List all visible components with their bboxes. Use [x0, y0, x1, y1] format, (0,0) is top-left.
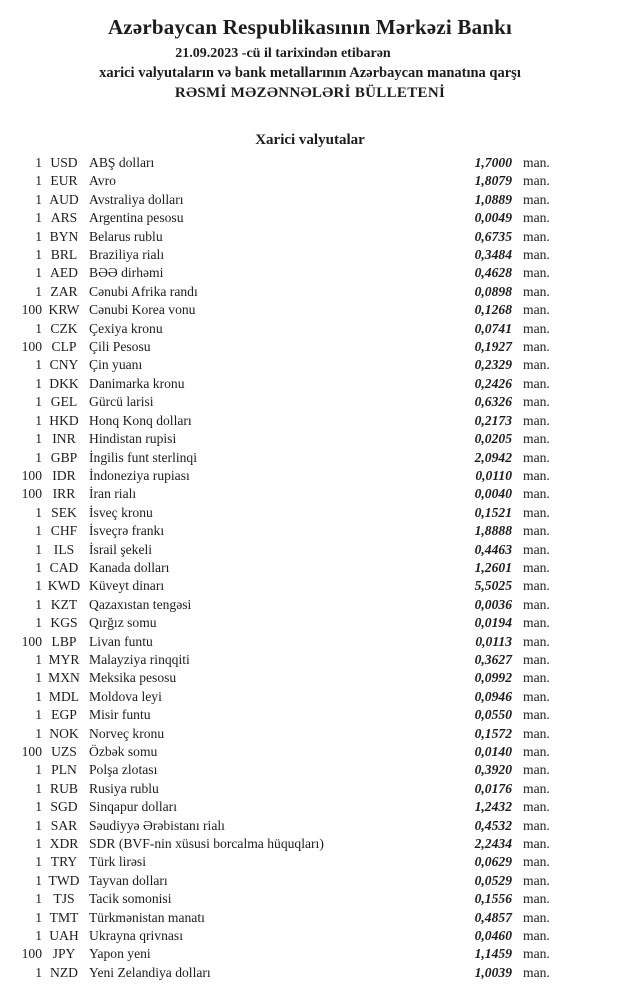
rate-value: 0,0205	[474, 431, 512, 447]
unit-label: man.	[523, 412, 550, 428]
table-row	[0, 522, 620, 540]
table-row	[0, 853, 620, 871]
currency-code: RUB	[50, 780, 78, 796]
currency-code: XDR	[49, 836, 79, 852]
quantity-value: 1	[35, 431, 42, 447]
currency-name: Çili Pesosu	[89, 339, 151, 355]
table-row	[0, 338, 620, 356]
table-row	[0, 375, 620, 393]
quantity-value: 1	[35, 854, 42, 870]
unit-label: man.	[523, 670, 550, 686]
currency-code: SEK	[51, 504, 77, 520]
currency-name: Türkmənistan manatı	[89, 909, 205, 925]
currency-code: CAD	[49, 559, 79, 575]
quantity-value: 1	[35, 173, 42, 189]
unit-label: man.	[523, 799, 550, 815]
currency-name: Tacik somonisi	[89, 891, 172, 907]
unit-label: man.	[523, 265, 550, 281]
quantity-value: 100	[21, 339, 42, 355]
currency-name: Avro	[89, 173, 116, 189]
table-row	[0, 725, 620, 743]
rate-value: 1,2432	[474, 799, 512, 815]
currency-code: IDR	[52, 467, 76, 483]
currency-code: TRY	[50, 854, 78, 870]
currency-name: Çexiya kronu	[89, 320, 163, 336]
currency-code: TMT	[49, 909, 79, 925]
currency-code: AED	[50, 265, 78, 281]
table-row	[0, 798, 620, 816]
rate-value: 0,0110	[475, 467, 512, 483]
table-row	[0, 356, 620, 374]
rate-value: 0,0992	[474, 670, 512, 686]
table-row	[0, 393, 620, 411]
quantity-value: 1	[35, 964, 42, 980]
currency-code: ZAR	[50, 283, 78, 299]
currency-code: DKK	[49, 375, 79, 391]
unit-label: man.	[523, 375, 550, 391]
currency-name: Yapon yeni	[89, 946, 151, 962]
unit-label: man.	[523, 523, 550, 539]
unit-label: man.	[523, 615, 550, 631]
currency-code: USD	[50, 155, 78, 170]
currency-name: İndoneziya rupiası	[89, 467, 190, 483]
currency-code: CLP	[51, 339, 77, 355]
rate-value: 1,8079	[474, 173, 512, 189]
table-row	[0, 890, 620, 908]
table-row	[0, 191, 620, 209]
currency-name: Hindistan rupisi	[89, 431, 177, 447]
rate-value: 0,0036	[474, 596, 512, 612]
table-row	[0, 909, 620, 927]
currency-name: Meksika pesosu	[89, 670, 177, 686]
table-row	[0, 430, 620, 448]
unit-label: man.	[523, 173, 550, 189]
currency-name: Gürcü larisi	[89, 394, 154, 410]
quantity-value: 1	[35, 394, 42, 410]
currency-name: Türk lirəsi	[89, 854, 147, 870]
currency-code: ARS	[50, 210, 78, 226]
rate-value: 0,4628	[474, 265, 512, 281]
table-row	[0, 761, 620, 779]
unit-label: man.	[523, 946, 550, 962]
unit-label: man.	[523, 633, 550, 649]
exchange-rates-table	[0, 154, 620, 982]
rate-value: 1,1459	[474, 946, 512, 962]
rate-value: 0,0194	[474, 615, 512, 631]
unit-label: man.	[523, 302, 550, 318]
quantity-value: 1	[35, 762, 42, 778]
currency-code: AUD	[49, 191, 79, 207]
table-row	[0, 927, 620, 945]
rate-value: 0,0946	[474, 688, 512, 704]
section-title-foreign-currencies: Xarici valyutalar	[255, 132, 365, 148]
unit-label: man.	[523, 486, 550, 502]
rate-value: 0,1572	[474, 725, 512, 741]
currency-name: Küveyt dinarı	[89, 578, 165, 594]
currency-name: Honq Konq dolları	[89, 412, 192, 428]
currency-code: CZK	[50, 320, 78, 336]
table-row	[0, 835, 620, 853]
currency-code: ILS	[53, 541, 75, 557]
rate-value: 0,3627	[474, 651, 512, 667]
quantity-value: 1	[35, 228, 42, 244]
rate-value: 0,6735	[474, 228, 512, 244]
rate-value: 0,0140	[474, 744, 512, 759]
currency-code: KZT	[50, 596, 78, 612]
unit-label: man.	[523, 780, 550, 796]
quantity-value: 1	[35, 817, 42, 833]
rate-value: 0,0741	[474, 320, 512, 336]
rate-value: 0,0629	[474, 854, 512, 870]
unit-label: man.	[523, 559, 550, 575]
unit-label: man.	[523, 596, 550, 612]
currency-code: TWD	[48, 872, 80, 888]
table-row	[0, 614, 620, 632]
unit-label: man.	[523, 744, 550, 759]
currency-name: Moldova leyi	[89, 688, 162, 704]
currency-code: SGD	[50, 799, 78, 815]
currency-name: Avstraliya dolları	[89, 191, 184, 207]
currency-code: NOK	[49, 725, 79, 741]
currency-name: Sinqapur dolları	[89, 799, 177, 815]
rate-value: 1,7000	[474, 155, 512, 170]
quantity-value: 1	[35, 504, 42, 520]
quantity-value: 1	[35, 928, 42, 944]
rate-value: 0,4532	[474, 817, 512, 833]
rate-value: 0,6326	[474, 394, 512, 410]
quantity-value: 1	[35, 210, 42, 226]
table-row	[0, 780, 620, 798]
currency-code: MDL	[48, 688, 80, 704]
rate-value: 0,0460	[474, 928, 512, 944]
quantity-value: 1	[35, 725, 42, 741]
unit-label: man.	[523, 964, 550, 980]
currency-name: Rusiya rublu	[89, 780, 159, 796]
currency-name: Kanada dolları	[89, 559, 170, 575]
table-row	[0, 449, 620, 467]
currency-name: Braziliya rialı	[89, 247, 165, 263]
quantity-value: 1	[35, 320, 42, 336]
unit-label: man.	[523, 909, 550, 925]
currency-code: SAR	[50, 817, 78, 833]
table-row	[0, 485, 620, 503]
rate-value: 0,1927	[474, 339, 512, 355]
table-row	[0, 964, 620, 982]
currency-name: Cənubi Korea vonu	[89, 302, 196, 318]
unit-label: man.	[523, 467, 550, 483]
quantity-value: 1	[35, 836, 42, 852]
currency-code: MXN	[48, 670, 80, 686]
quantity-value: 1	[35, 909, 42, 925]
quantity-value: 1	[35, 707, 42, 723]
unit-label: man.	[523, 283, 550, 299]
rate-value: 0,3920	[474, 762, 512, 778]
quantity-value: 1	[35, 283, 42, 299]
quantity-value: 1	[35, 615, 42, 631]
quantity-value: 1	[35, 670, 42, 686]
rate-value: 0,0529	[474, 872, 512, 888]
quantity-value: 1	[35, 891, 42, 907]
rate-value: 0,2329	[474, 357, 512, 373]
table-row	[0, 246, 620, 264]
table-row	[0, 154, 620, 172]
currency-name: Tayvan dolları	[89, 872, 168, 888]
currency-code: LBP	[51, 633, 77, 649]
table-row	[0, 669, 620, 687]
currency-code: CNY	[49, 357, 79, 373]
unit-label: man.	[523, 210, 550, 226]
quantity-value: 1	[35, 191, 42, 207]
table-row	[0, 504, 620, 522]
table-row	[0, 412, 620, 430]
currency-name: Səudiyyə Ərəbistanı rialı	[89, 817, 225, 833]
quantity-value: 1	[35, 559, 42, 575]
currency-name: Cənubi Afrika randı	[89, 283, 198, 299]
currency-code: MYR	[48, 651, 80, 667]
rate-value: 0,1268	[474, 302, 512, 318]
quantity-value: 1	[35, 155, 42, 170]
currency-name: İsveçrə frankı	[89, 523, 165, 539]
quantity-value: 1	[35, 541, 42, 557]
currency-name: Argentina pesosu	[89, 210, 184, 226]
rate-value: 0,4857	[474, 909, 512, 925]
currency-code: INR	[52, 431, 76, 447]
currency-code: GEL	[50, 394, 78, 410]
currency-code: NZD	[50, 964, 78, 980]
unit-label: man.	[523, 394, 550, 410]
table-row	[0, 301, 620, 319]
quantity-value: 1	[35, 247, 42, 263]
unit-label: man.	[523, 762, 550, 778]
table-row	[0, 596, 620, 614]
rate-value: 0,0898	[474, 283, 512, 299]
unit-label: man.	[523, 854, 550, 870]
table-row	[0, 633, 620, 651]
currency-name: Belarus rublu	[89, 228, 163, 244]
quantity-value: 1	[35, 799, 42, 815]
table-row	[0, 541, 620, 559]
currency-code: HKD	[49, 412, 79, 428]
quantity-value: 1	[35, 412, 42, 428]
currency-code: KRW	[48, 302, 80, 318]
unit-label: man.	[523, 872, 550, 888]
currency-code: KWD	[47, 578, 81, 594]
rate-value: 1,0889	[474, 191, 512, 207]
table-row	[0, 172, 620, 190]
rate-value: 1,0039	[474, 964, 512, 980]
currency-code: KGS	[50, 615, 78, 631]
table-row	[0, 706, 620, 724]
quantity-value: 1	[35, 780, 42, 796]
quantity-value: 1	[35, 872, 42, 888]
rate-value: 0,3484	[474, 247, 512, 263]
unit-label: man.	[523, 431, 550, 447]
rate-value: 2,2434	[474, 836, 512, 852]
currency-name: Yeni Zelandiya dolları	[89, 964, 211, 980]
currency-name: İngilis funt sterlinqi	[89, 449, 197, 465]
quantity-value: 1	[35, 375, 42, 391]
subtitle-line: xarici valyutaların və bank metallarının Azərbaycan manatına qarşı	[99, 65, 521, 81]
currency-name: SDR (BVF-nin xüsusi borcalma hüquqları)	[89, 836, 324, 852]
currency-name: Çin yuanı	[89, 357, 143, 373]
table-row	[0, 467, 620, 485]
quantity-value: 1	[35, 688, 42, 704]
currency-code: BYN	[49, 228, 79, 244]
rate-value: 0,0550	[474, 707, 512, 723]
currency-name: Norveç kronu	[89, 725, 165, 741]
rate-value: 5,5025	[474, 578, 512, 594]
table-row	[0, 209, 620, 227]
currency-code: TJS	[53, 891, 75, 907]
currency-code: IRR	[52, 486, 76, 502]
rate-value: 0,4463	[474, 541, 512, 557]
table-row	[0, 559, 620, 577]
rate-value: 0,2426	[474, 375, 512, 391]
table-row	[0, 651, 620, 669]
unit-label: man.	[523, 228, 550, 244]
unit-label: man.	[523, 191, 550, 207]
rate-value: 1,2601	[474, 559, 512, 575]
currency-name: ABŞ dolları	[89, 155, 155, 170]
quantity-value: 100	[21, 467, 42, 483]
rate-value: 0,1556	[474, 891, 512, 907]
unit-label: man.	[523, 651, 550, 667]
currency-code: UZS	[51, 744, 77, 759]
currency-name: Qazaxıstan tengəsi	[89, 596, 192, 612]
rate-value: 0,0113	[475, 633, 512, 649]
unit-label: man.	[523, 817, 550, 833]
table-row	[0, 872, 620, 890]
currency-code: EUR	[50, 173, 78, 189]
currency-code: JPY	[52, 946, 76, 962]
currency-name: Ukrayna qrivnası	[89, 928, 183, 944]
unit-label: man.	[523, 155, 550, 170]
rate-value: 1,8888	[474, 523, 512, 539]
currency-name: Özbək somu	[89, 744, 158, 759]
currency-code: EGP	[51, 707, 77, 723]
quantity-value: 1	[35, 523, 42, 539]
quantity-value: 1	[35, 596, 42, 612]
unit-label: man.	[523, 891, 550, 907]
bulletin-title: RƏSMİ MƏZƏNNƏLƏRİ BÜLLETENİ	[174, 85, 446, 101]
rate-value: 0,2173	[474, 412, 512, 428]
unit-label: man.	[523, 357, 550, 373]
quantity-value: 1	[35, 578, 42, 594]
quantity-value: 1	[35, 357, 42, 373]
rate-value: 0,0176	[474, 780, 512, 796]
quantity-value: 1	[35, 651, 42, 667]
unit-label: man.	[523, 725, 550, 741]
table-row	[0, 320, 620, 338]
currency-name: İran rialı	[89, 486, 137, 502]
currency-name: Polşa zlotası	[89, 762, 158, 778]
currency-code: BRL	[50, 247, 78, 263]
rate-value: 0,0049	[474, 210, 512, 226]
unit-label: man.	[523, 578, 550, 594]
currency-code: PLN	[51, 762, 77, 778]
quantity-value: 1	[35, 449, 42, 465]
quantity-value: 100	[21, 946, 42, 962]
bank-name-title: Azərbaycan Respublikasının Mərkəzi Bankı	[107, 15, 513, 39]
currency-name: Qırğız somu	[89, 615, 157, 631]
currency-name: Misir funtu	[89, 707, 151, 723]
unit-label: man.	[523, 504, 550, 520]
rate-value: 0,1521	[474, 504, 512, 520]
table-row	[0, 283, 620, 301]
rate-value: 2,0942	[474, 449, 512, 465]
currency-name: BƏƏ dirhəmi	[89, 265, 164, 281]
currency-name: İsrail şekeli	[89, 541, 153, 557]
currency-name: Malayziya rinqqiti	[89, 651, 190, 667]
unit-label: man.	[523, 928, 550, 944]
table-row	[0, 688, 620, 706]
unit-label: man.	[523, 320, 550, 336]
effective-date-line: 21.09.2023 -cü il tarixindən etibarən	[175, 46, 391, 61]
currency-code: GBP	[50, 449, 78, 465]
unit-label: man.	[523, 339, 550, 355]
unit-label: man.	[523, 688, 550, 704]
currency-name: Livan funtu	[89, 633, 153, 649]
table-row	[0, 817, 620, 835]
unit-label: man.	[523, 247, 550, 263]
table-row	[0, 945, 620, 963]
table-row	[0, 264, 620, 282]
currency-code: CHF	[50, 523, 78, 539]
unit-label: man.	[523, 836, 550, 852]
quantity-value: 100	[21, 302, 42, 318]
unit-label: man.	[523, 707, 550, 723]
quantity-value: 100	[21, 744, 42, 759]
quantity-value: 100	[21, 486, 42, 502]
quantity-value: 100	[21, 633, 42, 649]
table-row	[0, 743, 620, 761]
unit-label: man.	[523, 541, 550, 557]
currency-name: Danimarka kronu	[89, 375, 185, 391]
currency-name: İsveç kronu	[89, 504, 153, 520]
document-header	[0, 14, 620, 103]
unit-label: man.	[523, 449, 550, 465]
table-row	[0, 228, 620, 246]
quantity-value: 1	[35, 265, 42, 281]
currency-code: UAH	[49, 928, 79, 944]
rate-value: 0,0040	[474, 486, 512, 502]
table-row	[0, 577, 620, 595]
